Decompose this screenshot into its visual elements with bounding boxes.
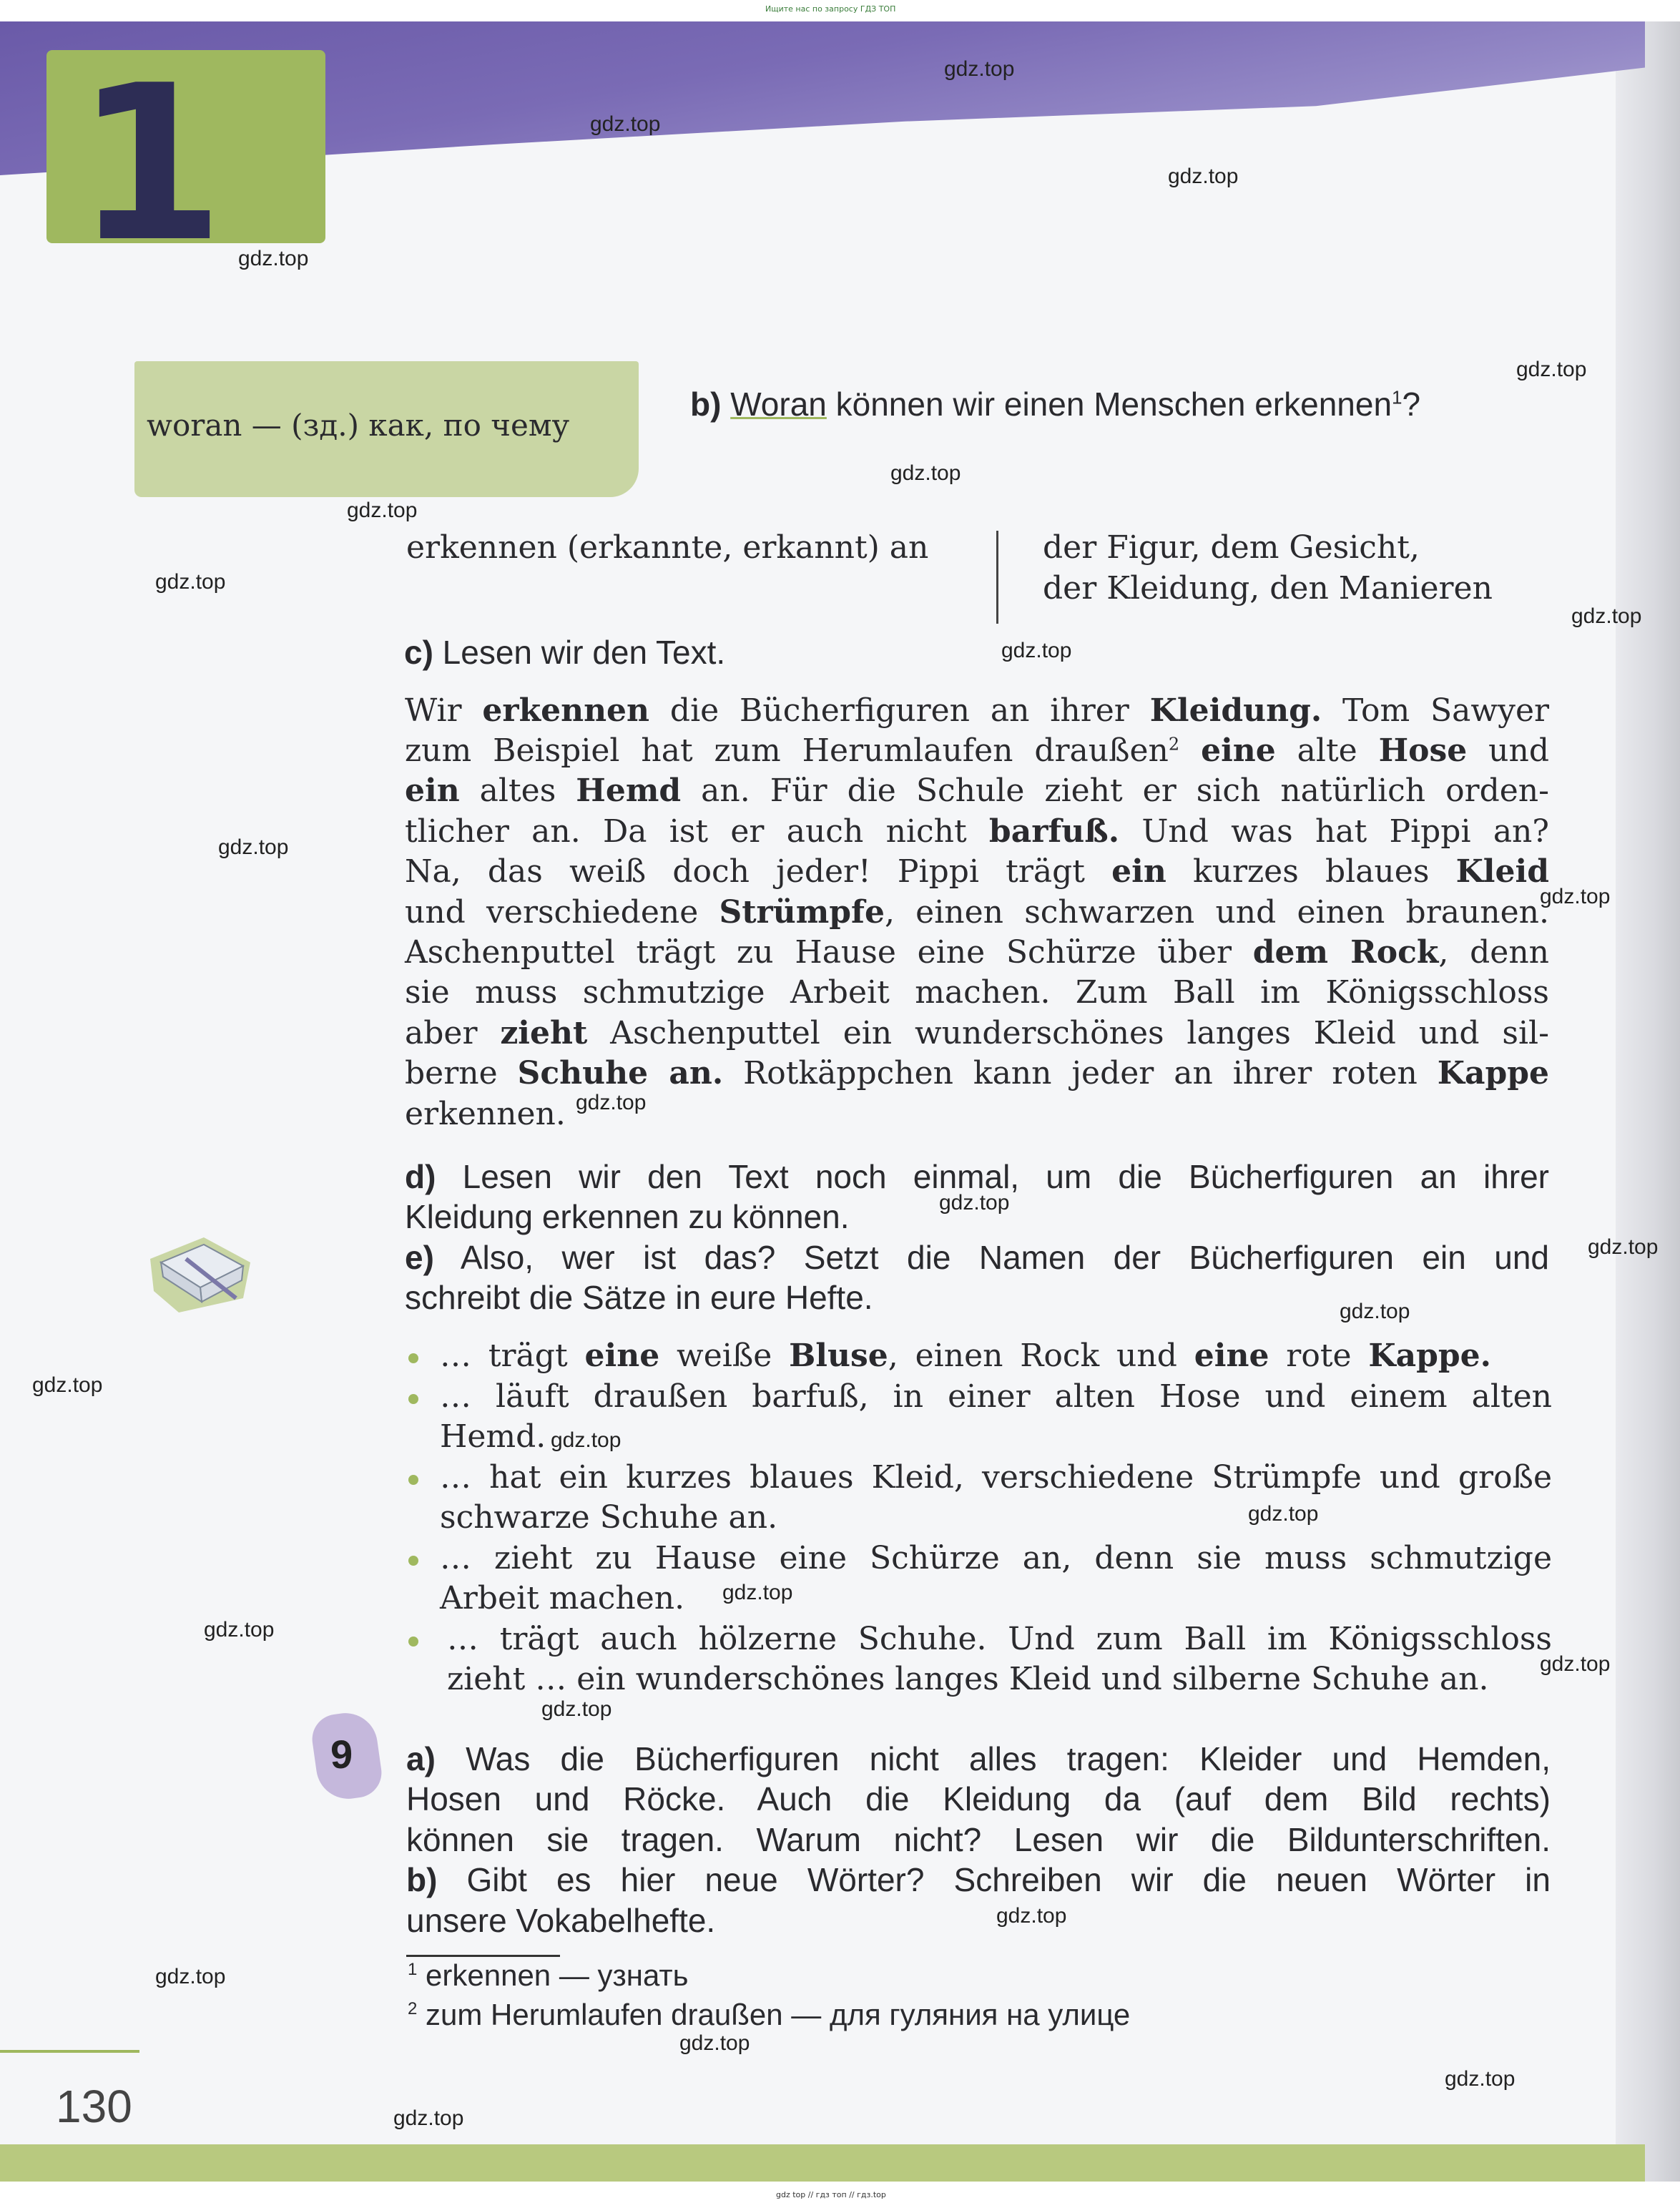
pattern-right-2: der Kleidung, den Manieren xyxy=(1043,570,1493,607)
footnote-rule xyxy=(406,1955,560,1957)
text-line: erkennen. xyxy=(405,1096,566,1132)
text-bold: Strümpfe xyxy=(719,894,885,931)
bullet-item xyxy=(440,1338,1491,1374)
pattern-right-1: der Figur, dem Gesicht, xyxy=(1043,529,1420,566)
text-run: weiße xyxy=(659,1338,790,1374)
text-run: und verschiedene xyxy=(405,894,719,931)
text-run: rote xyxy=(1269,1338,1369,1374)
footnote-ref: 2 xyxy=(1168,734,1180,755)
bullet-dot xyxy=(408,1353,418,1363)
bullet-item-cont: zieht … ein wunderschönes langes Kleid und silberne Schuhe an. xyxy=(447,1661,1489,1697)
task-label: c) xyxy=(404,634,433,671)
bullet-item-cont: Arbeit machen. xyxy=(440,1580,685,1616)
watermark: gdz.top xyxy=(541,1697,612,1721)
text-bold: Kleid xyxy=(1455,853,1549,890)
text-line xyxy=(405,813,1549,850)
bottom-note: gdz top // гдз топ // гдз.top xyxy=(776,2190,886,2199)
watermark: gdz.top xyxy=(576,1091,647,1114)
text-run: Na, das weiß doch jeder! Pippi trägt xyxy=(405,853,1112,890)
watermark: gdz.top xyxy=(347,499,418,522)
text-run: Aschenputtel ein wunderschönes langes Kleid und sil- xyxy=(587,1015,1549,1051)
text-bold: eine xyxy=(1201,732,1276,769)
footnote-1 xyxy=(408,1958,689,1993)
text-run: , denn xyxy=(1438,934,1550,971)
bullet-item: … hat ein kurzes blaues Kleid, verschiedene Strümpfe und große xyxy=(440,1459,1552,1496)
bullet-item: … läuft draußen barfuß, in einer alten Hose und einem alten xyxy=(440,1378,1552,1415)
text-run: und xyxy=(1467,732,1550,769)
page-number-rule xyxy=(0,2050,139,2053)
text-bold: Bluse xyxy=(789,1338,888,1374)
text-run: Rotkäppchen kann jeder an ihrer roten xyxy=(723,1055,1438,1091)
bullet-dot xyxy=(408,1637,418,1647)
pattern-left: erkennen (erkannte, erkannt) an xyxy=(406,529,929,566)
exercise-text: unsere Vokabelhefte. xyxy=(406,1902,716,1939)
bullet-dot xyxy=(408,1394,418,1404)
task-label: e) xyxy=(405,1239,434,1276)
text-run: , einen schwarzen und einen braunen. xyxy=(884,894,1550,931)
exercise-text: können sie tragen. Warum nicht? Lesen wir die Bildunterschriften. xyxy=(406,1821,1551,1858)
text-run: Aschenputtel trägt zu Hause eine Schürze über xyxy=(405,934,1253,971)
bullet-item-cont: schwarze Schuhe an. xyxy=(440,1499,778,1536)
text-line xyxy=(405,1055,1549,1091)
watermark: gdz.top xyxy=(1001,639,1072,662)
task-e-line2: schreibt die Sätze in eure Hefte. xyxy=(405,1279,873,1316)
text-bold: Schuhe an. xyxy=(517,1055,724,1091)
top-note: Ищите нас по запросу ГДЗ ТОП xyxy=(765,4,896,14)
task-label: d) xyxy=(405,1158,436,1195)
text-line xyxy=(405,732,1549,769)
task-c xyxy=(404,633,725,672)
text-bold: eine xyxy=(1194,1338,1269,1374)
task-b-word: Woran xyxy=(730,386,827,423)
footnote-number: 2 xyxy=(408,1999,418,2018)
text-run: Und was hat Pippi an? xyxy=(1119,813,1549,850)
text-run: Tom Sawyer xyxy=(1322,692,1550,729)
watermark: gdz.top xyxy=(204,1618,275,1642)
text-bold: Kleidung. xyxy=(1149,692,1322,729)
text-bold: dem Rock xyxy=(1252,934,1439,971)
text-run: alte xyxy=(1275,732,1379,769)
text-run: Wir xyxy=(405,692,483,729)
page-number: 130 xyxy=(56,2081,132,2132)
watermark: gdz.top xyxy=(944,57,1015,81)
task-e xyxy=(405,1238,1549,1277)
bullet-item-cont: Hemd. xyxy=(440,1418,546,1455)
footnote-ref: 1 xyxy=(1392,386,1403,408)
chapter-number: 1 xyxy=(75,39,225,289)
text-run: kurzes blaues xyxy=(1166,853,1456,890)
vocab-text: woran — (зд.) как, по чему xyxy=(147,408,570,443)
bullet-item: … zieht zu Hause eine Schürze an, denn sie muss schmutzige xyxy=(440,1540,1552,1576)
watermark: gdz.top xyxy=(996,1904,1067,1928)
footnote-text: zum Herumlaufen draußen — для гуляния на улице xyxy=(426,1998,1131,2031)
watermark: gdz.top xyxy=(939,1191,1010,1215)
text-run: die Bücherfiguren an ihrer xyxy=(649,692,1150,729)
text-line xyxy=(405,772,1549,809)
watermark: gdz.top xyxy=(238,247,309,270)
text-bold: ein xyxy=(405,772,460,809)
text-bold: zieht xyxy=(500,1015,588,1051)
text-bold: Kappe xyxy=(1437,1055,1549,1091)
text-run: aber xyxy=(405,1015,501,1051)
exercise-text: Gibt es hier neue Wörter? Schreiben wir die neuen Wörter in xyxy=(437,1861,1551,1898)
exercise-text: Hosen und Röcke. Auch die Kleidung da (auf dem Bild rechts) xyxy=(406,1780,1551,1817)
text-run: , einen Rock und xyxy=(888,1338,1194,1374)
task-d-text: Lesen wir den Text noch einmal, um die Bücherfiguren an ihrer xyxy=(436,1158,1549,1195)
text-line xyxy=(405,853,1549,890)
footnote-number: 1 xyxy=(408,1960,418,1979)
watermark: gdz.top xyxy=(1516,358,1587,381)
watermark: gdz.top xyxy=(1340,1300,1410,1323)
text-bold: barfuß. xyxy=(988,813,1120,850)
text-line xyxy=(405,894,1549,931)
watermark: gdz.top xyxy=(1168,165,1239,188)
task-d xyxy=(405,1157,1549,1196)
watermark: gdz.top xyxy=(218,835,289,859)
text-run xyxy=(1179,732,1201,769)
watermark: gdz.top xyxy=(679,2031,750,2055)
watermark: gdz.top xyxy=(155,1965,226,1988)
watermark: gdz.top xyxy=(32,1373,103,1397)
task-c-text: Lesen wir den Text. xyxy=(433,634,726,671)
watermark: gdz.top xyxy=(1540,885,1611,908)
bottom-bar xyxy=(0,2144,1645,2182)
footnote-2 xyxy=(408,1998,1130,2032)
task-label: b) xyxy=(406,1861,438,1898)
watermark: gdz.top xyxy=(551,1428,622,1452)
exercise-9a xyxy=(406,1740,1551,1778)
watermark: gdz.top xyxy=(155,570,226,594)
text-line xyxy=(405,692,1549,729)
bullet-dot xyxy=(408,1556,418,1566)
exercise-9b xyxy=(406,1860,1551,1899)
text-bold: Kappe. xyxy=(1368,1338,1491,1374)
task-b-end: ? xyxy=(1402,386,1421,423)
task-b-text: können wir einen Menschen erkennen xyxy=(826,386,1392,423)
exercise-text: Was die Bücherfiguren nicht alles tragen: Kleider und Hemden, xyxy=(435,1740,1551,1777)
text-run: zum Beispiel hat zum Herumlaufen draußen xyxy=(405,732,1169,769)
text-run: berne xyxy=(405,1055,518,1091)
text-bold: ein xyxy=(1111,853,1166,890)
task-b xyxy=(690,385,1420,423)
text-line xyxy=(405,1015,1549,1051)
task-d-line2: Kleidung erkennen zu können. xyxy=(405,1198,850,1235)
text-bold: erkennen xyxy=(482,692,650,729)
footnote-text: erkennen — узнать xyxy=(426,1958,689,1992)
bullet-dot xyxy=(408,1475,418,1485)
task-label: a) xyxy=(406,1740,436,1777)
watermark: gdz.top xyxy=(890,461,961,485)
watermark: gdz.top xyxy=(1588,1235,1659,1259)
task-e-text: Also, wer ist das? Setzt die Namen der Bücherfiguren ein und xyxy=(433,1239,1549,1276)
text-run: tlicher an. Da ist er auch nicht xyxy=(405,813,989,850)
text-line: sie muss schmutzige Arbeit machen. Zum Ball im Königsschloss xyxy=(405,974,1549,1011)
text-run: … trägt xyxy=(440,1338,585,1374)
watermark: gdz.top xyxy=(722,1581,793,1604)
exercise-number: 9 xyxy=(330,1732,353,1777)
text-line xyxy=(405,934,1549,971)
watermark: gdz.top xyxy=(1248,1502,1319,1526)
text-bold: eine xyxy=(584,1338,660,1374)
watermark: gdz.top xyxy=(1445,2067,1516,2091)
text-bold: Hose xyxy=(1378,732,1468,769)
bullet-item: … trägt auch hölzerne Schuhe. Und zum Ball im Königsschloss xyxy=(447,1621,1552,1657)
watermark: gdz.top xyxy=(1540,1652,1611,1676)
task-label: b) xyxy=(690,386,722,423)
notebook-icon xyxy=(136,1230,257,1316)
text-run: altes xyxy=(459,772,576,809)
page-spine xyxy=(1616,21,1680,2182)
watermark: gdz.top xyxy=(1571,604,1642,628)
text-run: an. Für die Schule zieht er sich natürlich orden- xyxy=(681,772,1550,809)
watermark: gdz.top xyxy=(393,2106,464,2130)
watermark: gdz.top xyxy=(590,112,661,136)
pattern-divider xyxy=(996,531,998,624)
text-bold: Hemd xyxy=(576,772,682,809)
